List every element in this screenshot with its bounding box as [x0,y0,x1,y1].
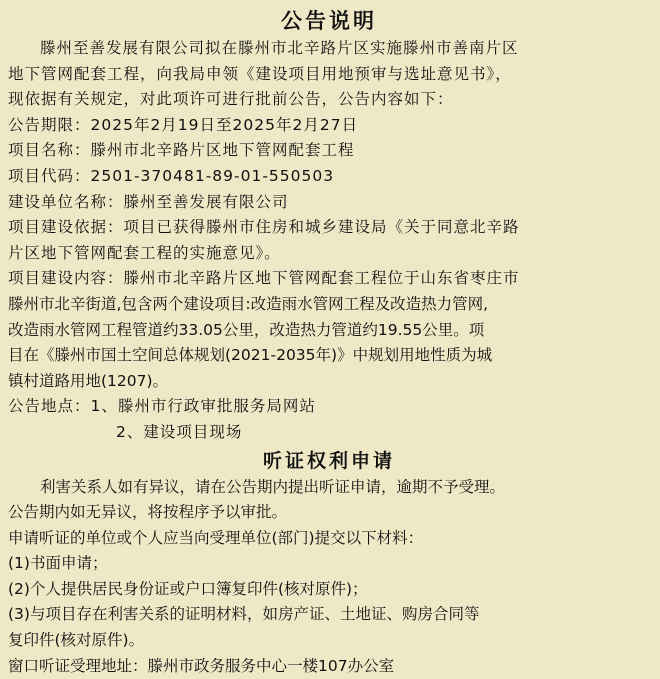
hearing-item-3-cont: 复印件(核对原件)。 [8,631,145,650]
intro-line-2: 地下管网配套工程，向我局申领《建设项目用地预审与选址意见书》， [8,64,512,83]
content-line-4: 目在《滕州市国土空间总体规划(2021-2035年)》中规划用地性质为城 [8,346,493,365]
basis-line-1: 项目建设依据：项目已获得滕州市住房和城乡建设局《关于同意北辛路 [8,218,520,237]
notice-location-2: 2、建设项目现场 [116,422,243,441]
hearing-line-2: 公告期内如无异议，将按程序予以审批。 [8,503,288,522]
hearing-item-2: (2)个人提供居民身份证或户口簿复印件(核对原件)； [8,579,368,598]
notice-title: 公告说明 [281,9,377,33]
builder-name: 建设单位名称：滕州至善发展有限公司 [8,192,289,211]
content-line-3: 改造雨水管网工程管道约33.05公里，改造热力管道约19.55公里。项 [8,320,485,339]
hearing-item-3: (3)与项目存在利害关系的证明材料，如房产证、土地证、购房合同等 [8,605,480,624]
hearing-line-1: 利害关系人如有异议，请在公告期内提出听证申请，逾期不予受理。 [40,477,506,496]
hearing-address: 窗口听证受理地址：滕州市政务服务中心一楼107办公室 [8,656,395,675]
intro-line-1: 滕州至善发展有限公司拟在滕州市北辛路片区实施滕州市善南片区 [40,39,519,57]
hearing-title: 听证权利申请 [262,449,395,472]
intro-line-3: 现依据有关规定，对此项许可进行批前公告，公告内容如下： [8,90,454,109]
notice-location-1: 公告地点：1、滕州市行政审批服务局网站 [8,397,316,416]
content-line-1: 项目建设内容：滕州市北辛路片区地下管网配套工程位于山东省枣庄市 [8,269,520,288]
project-name: 项目名称：滕州市北辛路片区地下管网配套工程 [8,141,355,160]
hearing-line-3: 申请听证的单位或个人应当向受理单位(部门)提交以下材料： [8,528,424,547]
content-line-5: 镇村道路用地(1207)。 [8,371,169,390]
hearing-item-1: (1)书面申请； [8,554,108,573]
content-line-2: 滕州市北辛街道,包含两个建设项目:改造雨水管网工程及改造热力管网, [8,294,489,313]
basis-line-2: 片区地下管网配套工程的实施意见》。 [8,243,281,262]
project-code: 项目代码：2501-370481-89-01-550503 [8,166,335,185]
notice-period: 公告期限：2025年2月19日至2025年2月27日 [8,115,359,134]
